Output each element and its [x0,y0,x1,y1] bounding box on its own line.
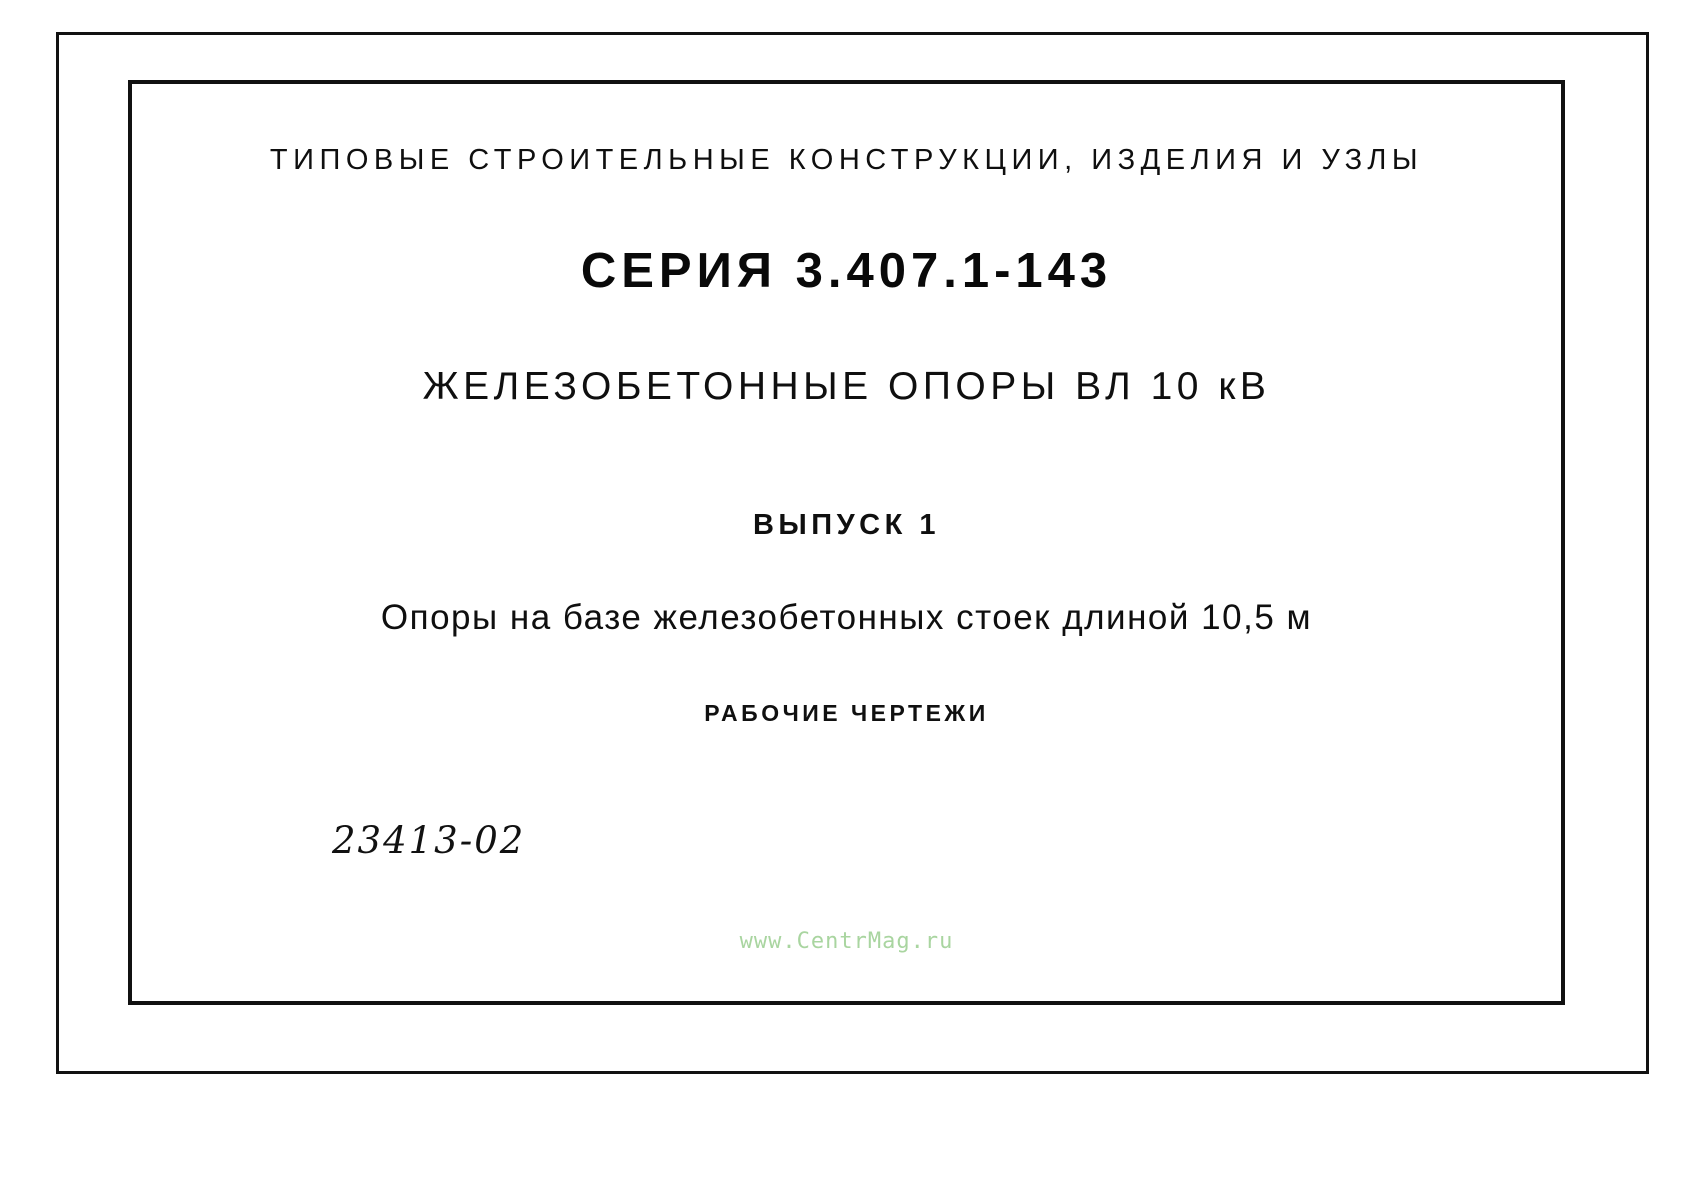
document-category-header: ТИПОВЫЕ СТРОИТЕЛЬНЫЕ КОНСТРУКЦИИ, ИЗДЕЛИЯ И УЗЛЫ [269,144,1424,176]
inner-border [128,80,1565,1005]
site-watermark: www.CentrMag.ru [739,929,954,954]
series-number: СЕРИЯ 3.407.1-143 [580,244,1113,298]
archive-code: 23413-02 [332,819,526,862]
document-subject: ЖЕЛЕЗОБЕТОННЫЕ ОПОРЫ ВЛ 10 кВ [422,365,1271,408]
document-type-label: РАБОЧИЕ ЧЕРТЕЖИ [704,700,989,726]
issue-number: ВЫПУСК 1 [752,509,941,541]
title-block [132,84,1561,1001]
issue-description: Опоры на базе железобетонных стоек длиной 10,5 м [380,598,1313,637]
